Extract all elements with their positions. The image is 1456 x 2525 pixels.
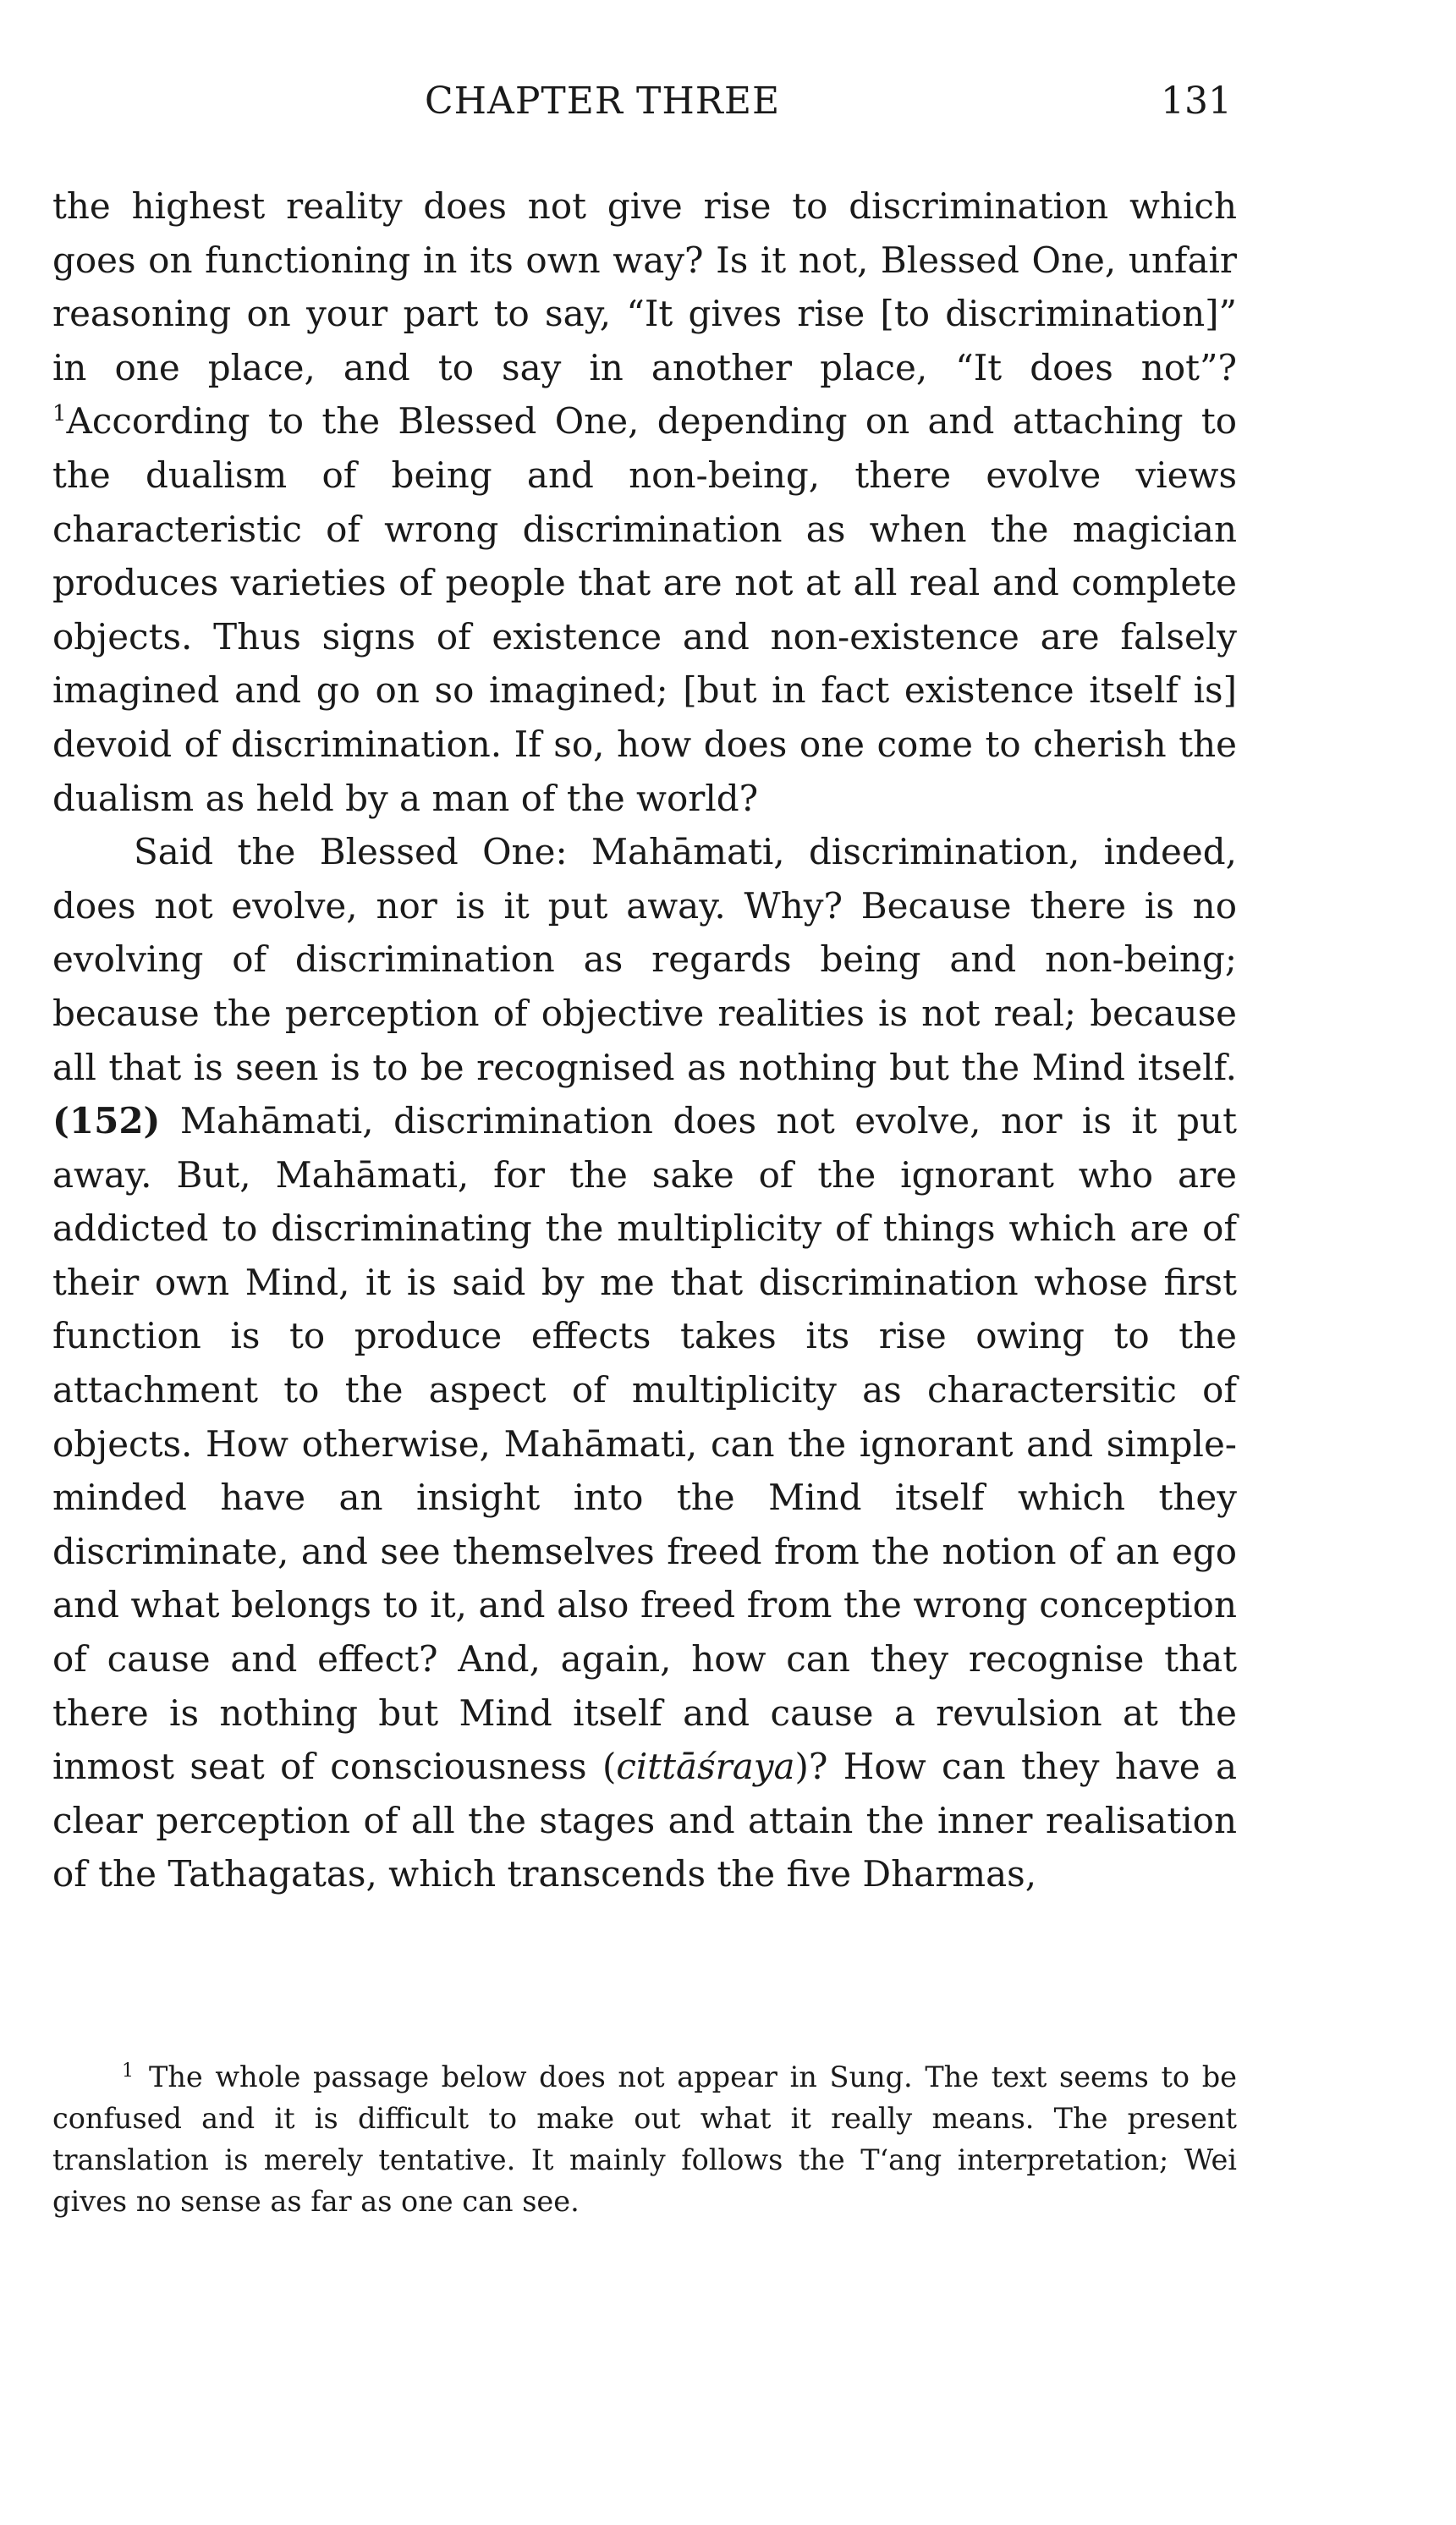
page-number: 131: [1161, 80, 1232, 123]
sanskrit-term: cittāśraya: [616, 1746, 795, 1788]
body-text: [52, 179, 1237, 1901]
footnote-text: The whole passage below does not appear in Sung. The text seems to be confused and it is difficult to make out what it really means. The present translation is merely tentative. It mainly follows the T‘ang interpretation; Wei gives no sense as far as one can see.: [52, 2060, 1237, 2218]
footnotes: [52, 2056, 1237, 2222]
running-head: [52, 80, 1237, 134]
footnote-number: 1: [122, 2060, 134, 2082]
paragraph-answer-text-1: Said the Blessed One: Mahāmati, discrimination, indeed, does not evolve, nor is it put away. Why? Because there is no evolving of discrimination as regards being and non-being; because the perception of objective realities is not real; because all that is seen is to be recognised as nothing but the Mind itself.: [52, 831, 1237, 1088]
paragraph-question: [52, 179, 1237, 825]
paragraph-answer-text-2: Mahāmati, discrimination does not evolve, nor is it put away. But, Mahāmati, for the sake of the ignorant who are addicted to discriminating the multiplicity of things which are of their own Mind, it is said by me that discrimination whose first function is to produce effects takes its rise owing to the attachment to the aspect of multiplicity as charactersitic of objects. How otherwise, Mahāmati, can the ignorant and simple-minded have an insight into the Mind itself which they discriminate, and see themselves freed from the notion of an ego and what belongs to it, and also freed from the wrong conception of cause and effect? And, again, how can they recognise that there is nothing but Mind itself and cause a revulsion at the inmost seat of consciousness (: [52, 1100, 1237, 1788]
page-reference: (152): [52, 1100, 161, 1142]
chapter-title: CHAPTER THREE: [425, 80, 781, 123]
paragraph-answer-text-3: )? How can they have a clear perception of all the stages and attain the inner realisation of the Tathagatas, which transcends the five Dharmas,: [52, 1746, 1237, 1895]
footnote-marker: 1: [52, 401, 67, 427]
paragraph-question-text-1: the highest reality does not give rise to discrimination which goes on functioning in its own way? Is it not, Blessed One, unfair reasoning on your part to say, “It gives rise [to discrimination]” in one place, and to say in another place, “It does not”?: [52, 185, 1237, 388]
footnote-1: [52, 2056, 1237, 2222]
paragraph-answer: [52, 825, 1237, 1901]
paragraph-question-text-2: According to the Blessed One, depending on and attaching to the dualism of being and non-being, there evolve views characteristic of wrong discrimination as when the magician produces varieties of people that are not at all real and complete objects. Thus signs of existence and non-existence are falsely imagined and go on so imagined; [but in fact existence itself is] devoid of discrimination. If so, how does one come to cherish the dualism as held by a man of the world?: [52, 400, 1237, 819]
